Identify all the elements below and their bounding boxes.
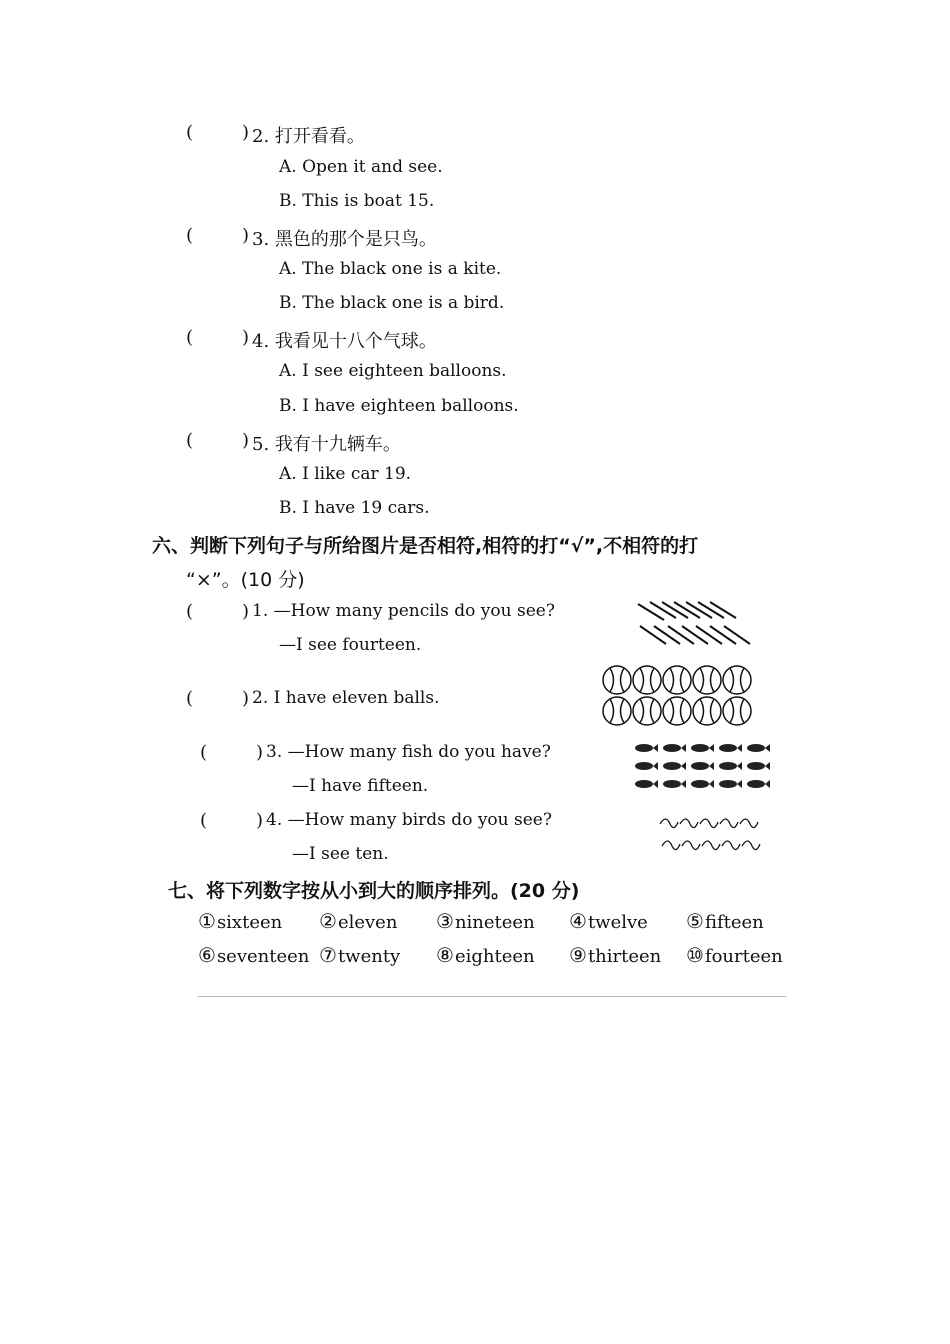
question-text: 3. 黑色的那个是只鸟。 [252,229,437,250]
pencil-row-bottom [640,626,750,644]
dialog-line-1: 4. —How many birds do you see? [266,810,552,830]
answer-paren-close: ) [242,327,250,348]
option-a: A. The black one is a kite. [279,259,502,279]
dialog-line-2: —I see ten. [292,844,389,864]
answer-paren-close: ) [242,430,250,451]
answer-paren-close: ) [256,742,264,763]
dialog-line-1: 3. —How many fish do you have? [266,742,551,762]
section-6-title-cont: “×”。(10 分) [186,569,305,591]
birds-picture [656,810,772,858]
sentence: 2. I have eleven balls. [252,688,440,708]
answer-paren-close: ) [256,810,264,831]
number-item-3 [436,909,535,933]
pencils-picture [632,598,760,652]
number-word: thirteen [587,946,662,967]
answer-paren-open[interactable]: ( [200,742,208,763]
option-a: A. I like car 19. [279,464,412,484]
option-b: B. The black one is a bird. [279,293,505,313]
answer-paren-open[interactable]: ( [186,225,194,246]
dialog-line-2: —I have fifteen. [292,776,429,796]
answer-paren-close: ) [242,601,250,622]
number-word: seventeen [216,946,310,967]
number-item-6 [198,943,309,967]
dialog-line-1: 1. —How many pencils do you see? [252,601,555,621]
option-a: A. I see eighteen balloons. [279,361,507,381]
number-item-5 [686,909,764,933]
number-mark: ① [198,909,216,933]
answer-paren-open[interactable]: ( [186,688,194,709]
number-item-9 [569,943,661,967]
number-item-4 [569,909,648,933]
option-b: B. I have eighteen balloons. [279,396,519,416]
number-item-7 [319,943,400,967]
answer-paren-open[interactable]: ( [186,122,194,143]
question-text: 4. 我看见十八个气球。 [252,331,437,352]
number-mark: ③ [436,909,454,933]
option-a: A. Open it and see. [279,157,443,177]
answer-paren-close: ) [242,225,250,246]
question-text: 2. 打开看看。 [252,126,365,147]
section-6-title: 六、判断下列句子与所给图片是否相符,相符的打“√”,不相符的打 [152,535,699,557]
answer-paren-open[interactable]: ( [186,327,194,348]
number-item-8 [436,943,535,967]
number-mark: ④ [569,909,587,933]
number-mark: ⑨ [569,943,587,967]
number-word: fourteen [704,946,783,967]
number-word: eighteen [454,946,535,967]
section-7-title: 七、将下列数字按从小到大的顺序排列。(20 分) [168,880,580,902]
fish-picture [632,740,772,792]
option-b: B. I have 19 cars. [279,498,430,518]
number-word: nineteen [454,912,535,933]
answer-paren-open[interactable]: ( [200,810,208,831]
number-item-10 [686,943,783,967]
pencil-row-top [638,602,736,620]
answer-line[interactable] [198,996,786,997]
answer-paren-close: ) [242,688,250,709]
option-b: B. This is boat 15. [279,191,435,211]
number-word: fifteen [704,912,764,933]
number-word: sixteen [216,912,283,933]
balls-picture [600,664,760,728]
number-word: eleven [337,912,398,933]
number-mark: ⑧ [436,943,454,967]
number-item-1 [198,909,282,933]
answer-paren-close: ) [242,122,250,143]
number-mark: ⑦ [319,943,337,967]
number-mark: ② [319,909,337,933]
number-mark: ⑩ [686,943,704,967]
answer-paren-open[interactable]: ( [186,430,194,451]
number-word: twelve [587,912,648,933]
number-mark: ⑤ [686,909,704,933]
answer-paren-open[interactable]: ( [186,601,194,622]
question-text: 5. 我有十九辆车。 [252,434,401,455]
number-item-2 [319,909,397,933]
dialog-line-2: —I see fourteen. [279,635,422,655]
number-word: twenty [337,946,401,967]
number-mark: ⑥ [198,943,216,967]
